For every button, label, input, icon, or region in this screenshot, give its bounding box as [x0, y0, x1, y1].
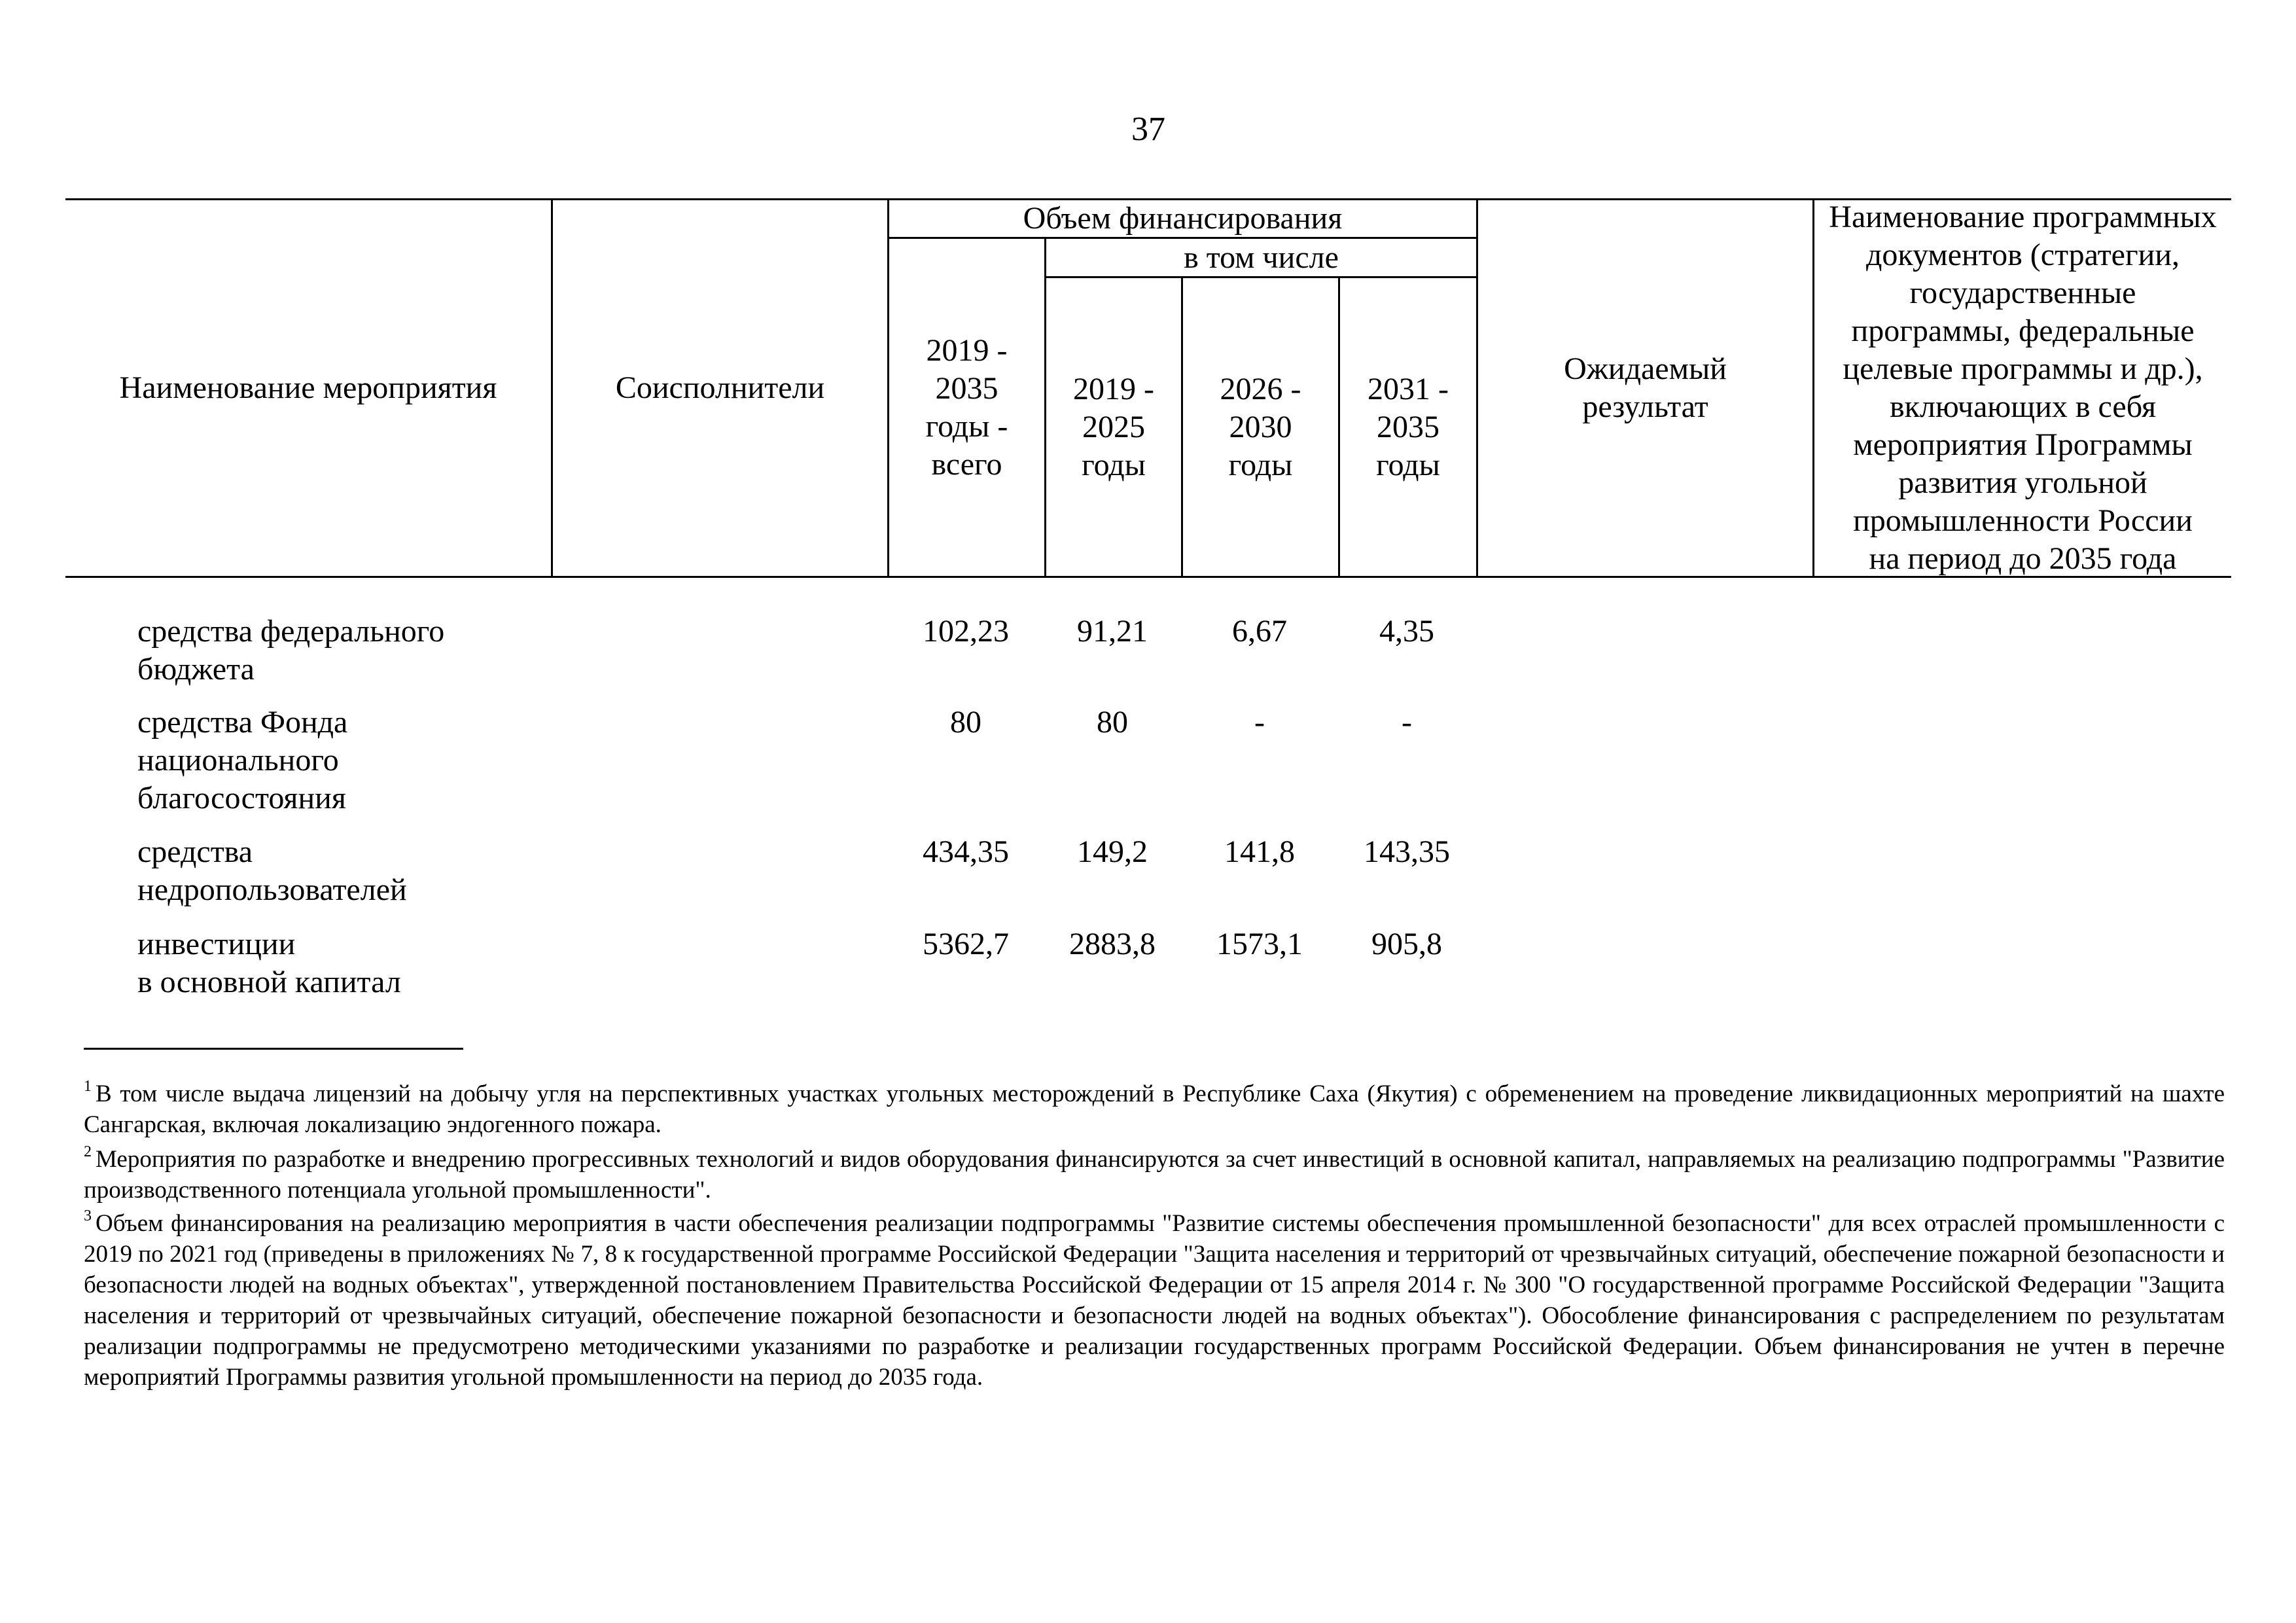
cell-2026-2030: -: [1254, 705, 1265, 740]
header-funding-volume: Объем финансирования: [1023, 201, 1343, 236]
cell-2031-2035: 143,35: [1364, 834, 1450, 869]
header-event-name: Наименование мероприятия: [119, 370, 497, 405]
header-coexecutors: Соисполнители: [615, 370, 825, 405]
footnote-mark: 1: [84, 1078, 92, 1095]
footnote-mark: 3: [84, 1207, 92, 1224]
footnote-separator: [84, 1048, 463, 1050]
cell-total: 434,35: [923, 834, 1009, 869]
footnote-mark: 2: [84, 1143, 92, 1160]
header-period-2026-2030: 2026 - 2030 годы: [1220, 371, 1301, 482]
footnote-text: В том числе выдача лицензий на добычу угля на перспективных участках угольных месторождений в Республике Саха (Якутия) с обременением на проведение ликвидационных мероприятий на шахте Сангарская, включая локализацию эндогенного пожара.: [84, 1080, 2225, 1138]
cell-total: 80: [950, 705, 981, 740]
cell-2031-2035: -: [1402, 705, 1412, 740]
header-period-2019-2025: 2019 - 2025 годы: [1073, 371, 1154, 482]
row-label: инвестиции в основной капитал: [137, 927, 401, 999]
footnote-1: [84, 1079, 2225, 1140]
footnote-text: Объем финансирования на реализацию мероприятия в части обеспечения реализации подпрограммы "Развитие системы обеспечения промышленной безопасности" для всех отраслей промышленности с 2019 по 2021 год (приведены в приложениях № 7, 8 к государственной программе Российской Федерации "Защита населения и территорий от чрезвычайных ситуаций, обеспечение пожарной безопасности и безопасности людей на водных объектах", утвержденной постановлением Правительства Российской Федерации от 15 апреля 2014 г. № 300 "О государственной программе Российской Федерации "Защита населения и территорий от чрезвычайных ситуаций, обеспечение пожарной безопасности и безопасности людей на водных объектах"). Обособление финансирования с распределением по результатам реализации подпрограммы не предусмотрено методическими указаниями по разработке и реализации государственных программ Российской Федерации. Объем финансирования не учтен в перечне мероприятий Программы развития угольной промышленности на период до 2035 года.: [84, 1210, 2225, 1391]
cell-2026-2030: 1573,1: [1216, 927, 1303, 961]
cell-2026-2030: 141,8: [1224, 834, 1295, 869]
cell-2031-2035: 905,8: [1371, 927, 1442, 961]
footnote-3: [84, 1208, 2225, 1393]
header-program-documents: Наименование программных документов (стратегии, государственные программы, федеральные целевые программы и др.), включающих в себя мероприятия Программы развития угольной промышленности России на период до 2035 года: [1829, 200, 2217, 576]
cell-2019-2025: 2883,8: [1069, 927, 1156, 961]
cell-2019-2025: 80: [1097, 705, 1128, 740]
header-period-2031-2035: 2031 - 2035 годы: [1368, 371, 1449, 482]
row-label: средства недропользователей: [137, 834, 407, 907]
cell-2019-2025: 91,21: [1077, 614, 1148, 649]
page-number: 37: [1131, 111, 1165, 148]
header-total-2019-2035: 2019 - 2035 годы - всего: [925, 332, 1008, 482]
row-label: средства Фонда национального благосостояния: [137, 705, 348, 815]
header-expected-result: Ожидаемый результат: [1564, 351, 1727, 424]
cell-total: 102,23: [923, 614, 1009, 649]
cell-total: 5362,7: [923, 927, 1009, 961]
cell-2019-2025: 149,2: [1077, 834, 1148, 869]
header-including: в том числе: [1184, 240, 1339, 275]
cell-2031-2035: 4,35: [1379, 614, 1434, 649]
footnote-2: [84, 1144, 2225, 1205]
footnote-text: Мероприятия по разработке и внедрению прогрессивных технологий и видов оборудования финансируются за счет инвестиций в основной капитал, направляемых на реализацию подпрограммы "Развитие производственного потенциала угольной промышленности".: [84, 1146, 2225, 1204]
cell-2026-2030: 6,67: [1232, 614, 1287, 649]
row-label: средства федерального бюджета: [137, 614, 445, 687]
